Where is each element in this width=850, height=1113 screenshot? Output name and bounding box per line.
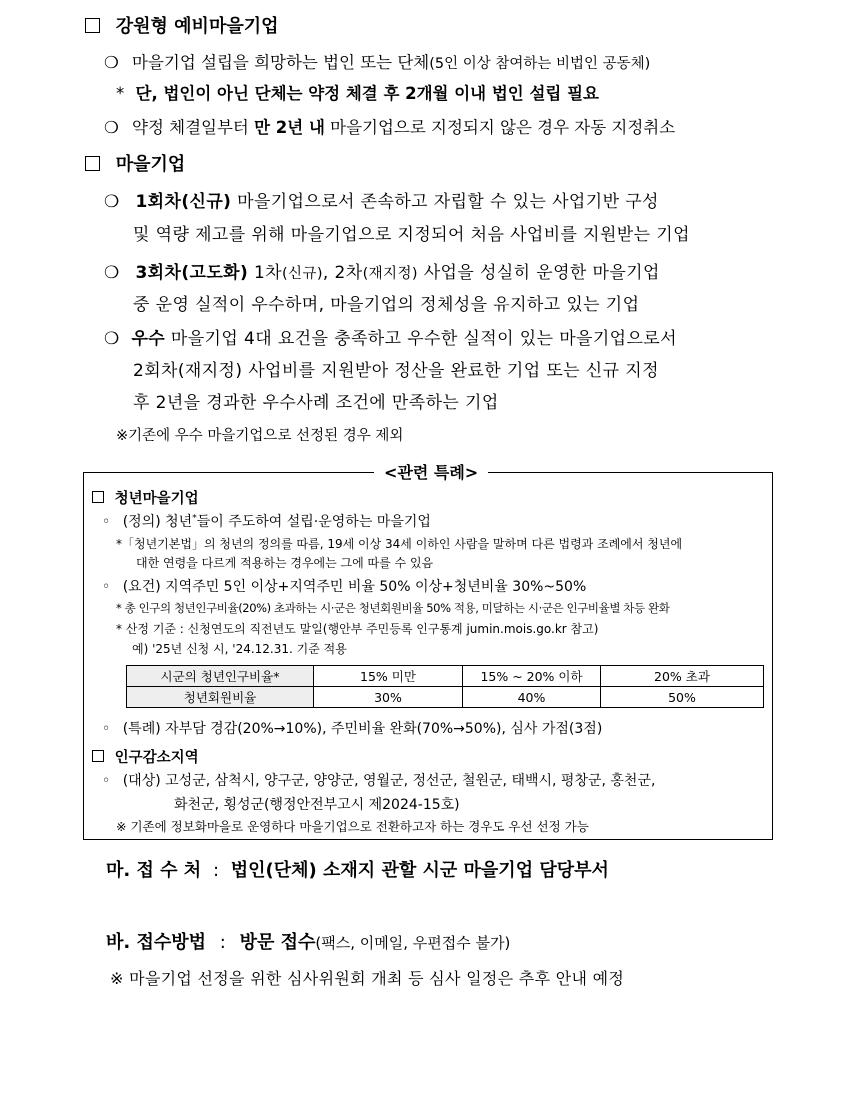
note-text: 기존에 우수 마을기업으로 선정된 경우 제외: [128, 428, 404, 444]
method-line: [106, 928, 510, 954]
item-emphasis: 3회차(고도화): [135, 263, 249, 283]
method-label: 바. 접수방법: [106, 932, 207, 953]
final-note: ※ 마을기업 선정을 위한 심사위원회 개최 등 심사 일정은 추후 안내 예정: [110, 969, 625, 988]
small-circle-bullet-icon: ◦: [102, 514, 111, 530]
asterisk-bullet: *: [116, 84, 125, 103]
item-text-continued: 화천군, 횡성군(행정안전부고시 제2024-15호): [174, 797, 460, 813]
small-circle-bullet-icon: ◦: [102, 773, 111, 789]
item-text: (요건) 지역주민 5인 이상+지역주민 비율 50% 이상+청년비율 30%~50%: [122, 579, 587, 595]
checkbox-square-icon: [85, 156, 100, 171]
reception-line: [106, 856, 609, 882]
circle-bullet-icon: ❍: [104, 118, 119, 137]
method-note: (팩스, 이메일, 우편접수 불가): [315, 934, 511, 952]
exclusion-note: [116, 424, 403, 445]
box-title: <관련 특례>: [374, 460, 488, 483]
method-value: 방문 접수: [239, 932, 316, 953]
item-text: 마을기업으로 지정되지 않은 경우 자동 지정취소: [324, 118, 676, 137]
checkbox-square-icon: [85, 18, 100, 33]
item-text-continued: 중 운영 실적이 우수하며, 마을기업의 정체성을 유지하고 있는 기업: [133, 295, 640, 315]
list-item: [104, 49, 650, 73]
checkbox-square-icon: [92, 750, 104, 762]
table-row: [127, 687, 764, 708]
separator: :: [212, 860, 220, 881]
small-circle-bullet-icon: ◦: [102, 721, 111, 737]
subsection-title: 청년마을기업: [114, 491, 199, 507]
footnote-mark: *: [192, 513, 197, 524]
list-item: [104, 324, 677, 349]
item-text: (정의) 청년: [122, 514, 193, 530]
footnote-text: 대한 연령을 다르게 적용하는 경우에는 그에 따를 수 있음: [136, 556, 434, 570]
item-text: 마을기업 설립을 희망하는 법인 또는 단체: [132, 53, 430, 72]
item-text: 단, 법인이 아닌 단체는 약정 체결 후 2개월 이내 법인 설립 필요: [135, 84, 599, 103]
item-text: 사업을 성실히 운영한 마을기업: [417, 263, 660, 283]
reception-value: 법인(단체) 소재지 관할 시군 마을기업 담당부서: [230, 860, 609, 881]
table-cell: 청년회원비율: [127, 687, 314, 708]
section-heading-preliminary: [85, 12, 279, 38]
circle-bullet-icon: ❍: [104, 192, 120, 212]
subsection-title: 인구감소지역: [114, 750, 199, 766]
table-header-cell: 20% 초과: [601, 666, 764, 687]
section-title: 마을기업: [115, 154, 186, 175]
table-cell: 50%: [601, 687, 764, 708]
youth-special: [102, 718, 602, 738]
circle-bullet-icon: ❍: [104, 53, 119, 72]
youth-definition: [102, 511, 431, 531]
item-text: 1차: [248, 263, 282, 283]
reception-label: 마. 접 수 처: [106, 860, 202, 881]
list-item: [104, 114, 675, 138]
item-note: (5인 이상 참여하는 비법인 공동체): [429, 56, 651, 72]
separator: :: [219, 932, 226, 953]
reference-mark-icon: ※: [116, 428, 129, 444]
item-note: (재지정): [362, 266, 418, 282]
section-heading-village: [85, 150, 185, 176]
item-text: (대상) 고성군, 삼척시, 양구군, 양양군, 영월군, 정선군, 철원군, 태백시, 평창군, 홍천군,: [122, 773, 656, 789]
footnote-text: * 총 인구의 청년인구비율(20%) 초과하는 시·군은 청년회원비율 50% 적용, 미달하는 시·군은 인구비율별 차등 완화: [116, 601, 670, 615]
item-note: (신규): [281, 266, 323, 282]
item-text-continued: 및 역량 제고를 위해 마을기업으로 지정되어 처음 사업비를 지원받는 기업: [133, 225, 690, 245]
table-header-cell: 시군의 청년인구비율*: [127, 666, 314, 687]
note-text: ※ 기존에 정보화마을로 운영하다 마을기업으로 전환하고자 하는 경우도 우선 선정 가능: [116, 819, 589, 834]
decline-heading: [92, 746, 199, 767]
list-item: [104, 258, 660, 283]
table-cell: 40%: [463, 687, 601, 708]
item-text: 마을기업으로서 존속하고 자립할 수 있는 사업기반 구성: [231, 192, 659, 212]
table-header-cell: 15% 미만: [314, 666, 463, 687]
youth-heading: [92, 487, 199, 508]
youth-ratio-table: [126, 665, 764, 708]
item-text: (특례) 자부담 경감(20%→10%), 주민비율 완화(70%→50%), 심사 가점(3점): [122, 721, 603, 737]
table-cell: 30%: [314, 687, 463, 708]
section-title: 강원형 예비마을기업: [115, 16, 279, 37]
list-item: [104, 187, 659, 212]
table-header-row: [127, 666, 764, 687]
item-text-continued: 후 2년을 경과한 우수사례 조건에 만족하는 기업: [133, 393, 499, 413]
item-text: 마을기업 4대 요건을 충족하고 우수한 실적이 있는 마을기업으로서: [165, 329, 677, 349]
item-emphasis: 1회차(신규): [135, 192, 232, 212]
small-circle-bullet-icon: ◦: [102, 579, 111, 595]
footnote-text: 예) '25년 신청 시, '24.12.31. 기준 적용: [132, 642, 347, 656]
item-text: 약정 체결일부터: [132, 118, 255, 137]
item-emphasis: 만 2년 내: [254, 118, 325, 137]
item-text: , 2차: [322, 263, 363, 283]
item-text-continued: 2회차(재지정) 사업비를 지원받아 정산을 완료한 기업 또는 신규 지정: [133, 361, 659, 381]
footnote-text: *「청년기본법」의 청년의 정의를 따름, 19세 이상 34세 이하인 사람을 말하며 다른 법령과 조례에서 청년에: [116, 537, 683, 551]
list-item: [116, 80, 599, 104]
footnote-text: * 산정 기준 : 신청연도의 직전년도 말일(행안부 주민등록 인구통계 jumin.mois.go.kr 참고): [116, 622, 599, 636]
circle-bullet-icon: ❍: [104, 263, 120, 283]
decline-targets: [102, 770, 655, 790]
checkbox-square-icon: [92, 491, 104, 503]
circle-bullet-icon: ❍: [104, 329, 120, 349]
youth-requirements: [102, 576, 586, 596]
item-emphasis: 우수: [131, 329, 166, 349]
item-text: 들이 주도하여 설립·운영하는 마을기업: [196, 514, 431, 530]
table-header-cell: 15% ~ 20% 이하: [463, 666, 601, 687]
